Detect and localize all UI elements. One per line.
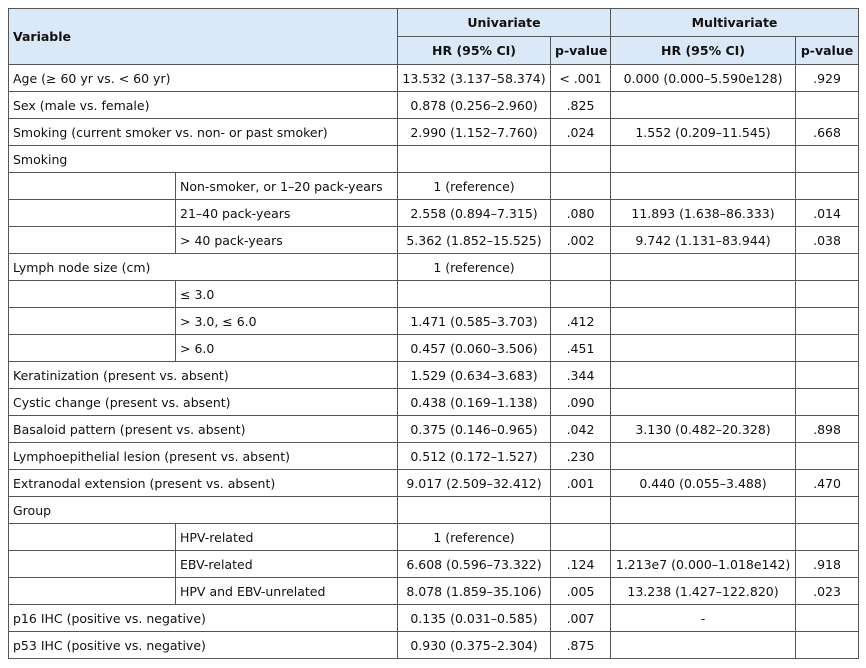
univariate-hr: 1 (reference) bbox=[398, 524, 551, 551]
hazard-ratio-table-container bbox=[8, 8, 859, 659]
sublevel-label: Non-smoker, or 1–20 pack-years bbox=[176, 173, 398, 200]
multivariate-pvalue bbox=[796, 146, 859, 173]
table-body bbox=[9, 65, 859, 659]
multivariate-pvalue bbox=[796, 443, 859, 470]
sublevel-label: HPV-related bbox=[176, 524, 398, 551]
univariate-hr: 0.512 (0.172–1.527) bbox=[398, 443, 551, 470]
multivariate-pvalue bbox=[796, 308, 859, 335]
multivariate-hr bbox=[611, 389, 796, 416]
multivariate-hr: - bbox=[611, 605, 796, 632]
univariate-hr: 1.529 (0.634–3.683) bbox=[398, 362, 551, 389]
univariate-pvalue: .007 bbox=[551, 605, 611, 632]
univariate-pvalue: .451 bbox=[551, 335, 611, 362]
sublevel-label: EBV-related bbox=[176, 551, 398, 578]
table-row bbox=[9, 92, 859, 119]
multivariate-hr bbox=[611, 362, 796, 389]
univariate-hr: 0.878 (0.256–2.960) bbox=[398, 92, 551, 119]
multivariate-pvalue bbox=[796, 605, 859, 632]
table-subrow bbox=[9, 335, 859, 362]
univariate-hr: 0.135 (0.031–0.585) bbox=[398, 605, 551, 632]
multivariate-pvalue bbox=[796, 254, 859, 281]
table-row bbox=[9, 146, 859, 173]
multivariate-pvalue bbox=[796, 389, 859, 416]
univariate-pvalue bbox=[551, 254, 611, 281]
multivariate-pvalue: .038 bbox=[796, 227, 859, 254]
table-row bbox=[9, 605, 859, 632]
multivariate-hr: 0.440 (0.055–3.488) bbox=[611, 470, 796, 497]
variable-label: Lymph node size (cm) bbox=[9, 254, 398, 281]
multivariate-pvalue: .470 bbox=[796, 470, 859, 497]
table-subrow bbox=[9, 200, 859, 227]
table-row bbox=[9, 470, 859, 497]
univariate-pvalue: < .001 bbox=[551, 65, 611, 92]
multivariate-hr: 1.552 (0.209–11.545) bbox=[611, 119, 796, 146]
indent-cell bbox=[9, 308, 176, 335]
univariate-hr: 6.608 (0.596–73.322) bbox=[398, 551, 551, 578]
univariate-hr bbox=[398, 281, 551, 308]
multivariate-pvalue: .898 bbox=[796, 416, 859, 443]
univariate-pvalue: .002 bbox=[551, 227, 611, 254]
multivariate-hr: 11.893 (1.638–86.333) bbox=[611, 200, 796, 227]
multivariate-hr bbox=[611, 524, 796, 551]
univariate-hr: 1.471 (0.585–3.703) bbox=[398, 308, 551, 335]
sublevel-label: > 6.0 bbox=[176, 335, 398, 362]
univariate-hr: 9.017 (2.509–32.412) bbox=[398, 470, 551, 497]
header-uni-hr: HR (95% CI) bbox=[398, 37, 551, 65]
univariate-pvalue: .042 bbox=[551, 416, 611, 443]
variable-label: Extranodal extension (present vs. absent) bbox=[9, 470, 398, 497]
univariate-pvalue: .080 bbox=[551, 200, 611, 227]
univariate-hr: 0.930 (0.375–2.304) bbox=[398, 632, 551, 659]
multivariate-hr bbox=[611, 281, 796, 308]
multivariate-hr bbox=[611, 443, 796, 470]
multivariate-pvalue bbox=[796, 92, 859, 119]
multivariate-pvalue: .929 bbox=[796, 65, 859, 92]
variable-label: Age (≥ 60 yr vs. < 60 yr) bbox=[9, 65, 398, 92]
multivariate-pvalue bbox=[796, 362, 859, 389]
table-row bbox=[9, 443, 859, 470]
table-header bbox=[9, 9, 859, 65]
variable-label: Lymphoepithelial lesion (present vs. absent) bbox=[9, 443, 398, 470]
table-row bbox=[9, 362, 859, 389]
indent-cell bbox=[9, 227, 176, 254]
table-subrow bbox=[9, 524, 859, 551]
univariate-pvalue: .344 bbox=[551, 362, 611, 389]
multivariate-pvalue bbox=[796, 497, 859, 524]
table-row bbox=[9, 65, 859, 92]
variable-label: Cystic change (present vs. absent) bbox=[9, 389, 398, 416]
table-subrow bbox=[9, 551, 859, 578]
multivariate-hr: 3.130 (0.482–20.328) bbox=[611, 416, 796, 443]
indent-cell bbox=[9, 578, 176, 605]
univariate-hr: 5.362 (1.852–15.525) bbox=[398, 227, 551, 254]
multivariate-hr bbox=[611, 497, 796, 524]
sublevel-label: > 3.0, ≤ 6.0 bbox=[176, 308, 398, 335]
multivariate-pvalue: .918 bbox=[796, 551, 859, 578]
multivariate-hr: 1.213e7 (0.000–1.018e142) bbox=[611, 551, 796, 578]
sublevel-label: 21–40 pack-years bbox=[176, 200, 398, 227]
table-row bbox=[9, 119, 859, 146]
header-uni-pvalue: p-value bbox=[551, 37, 611, 65]
univariate-hr: 2.990 (1.152–7.760) bbox=[398, 119, 551, 146]
univariate-hr bbox=[398, 497, 551, 524]
multivariate-pvalue: .014 bbox=[796, 200, 859, 227]
multivariate-hr bbox=[611, 632, 796, 659]
table-subrow bbox=[9, 173, 859, 200]
univariate-hr: 0.438 (0.169–1.138) bbox=[398, 389, 551, 416]
multivariate-hr bbox=[611, 173, 796, 200]
variable-label: Smoking bbox=[9, 146, 398, 173]
univariate-pvalue: .090 bbox=[551, 389, 611, 416]
table-subrow bbox=[9, 227, 859, 254]
univariate-pvalue: .230 bbox=[551, 443, 611, 470]
sublevel-label: ≤ 3.0 bbox=[176, 281, 398, 308]
header-univariate: Univariate bbox=[398, 9, 611, 37]
table-row bbox=[9, 632, 859, 659]
table-row bbox=[9, 497, 859, 524]
variable-label: Smoking (current smoker vs. non- or past smoker) bbox=[9, 119, 398, 146]
multivariate-hr bbox=[611, 92, 796, 119]
table-subrow bbox=[9, 308, 859, 335]
header-multi-hr: HR (95% CI) bbox=[611, 37, 796, 65]
multivariate-hr: 0.000 (0.000–5.590e128) bbox=[611, 65, 796, 92]
sublevel-label: HPV and EBV-unrelated bbox=[176, 578, 398, 605]
indent-cell bbox=[9, 551, 176, 578]
table-row bbox=[9, 254, 859, 281]
indent-cell bbox=[9, 173, 176, 200]
multivariate-pvalue: .023 bbox=[796, 578, 859, 605]
univariate-pvalue: .001 bbox=[551, 470, 611, 497]
table-subrow bbox=[9, 578, 859, 605]
univariate-hr: 0.375 (0.146–0.965) bbox=[398, 416, 551, 443]
univariate-hr: 8.078 (1.859–35.106) bbox=[398, 578, 551, 605]
variable-label: Basaloid pattern (present vs. absent) bbox=[9, 416, 398, 443]
indent-cell bbox=[9, 524, 176, 551]
variable-label: Keratinization (present vs. absent) bbox=[9, 362, 398, 389]
univariate-pvalue: .124 bbox=[551, 551, 611, 578]
univariate-pvalue: .005 bbox=[551, 578, 611, 605]
univariate-hr: 0.457 (0.060–3.506) bbox=[398, 335, 551, 362]
table-row bbox=[9, 389, 859, 416]
multivariate-pvalue: .668 bbox=[796, 119, 859, 146]
indent-cell bbox=[9, 200, 176, 227]
indent-cell bbox=[9, 281, 176, 308]
univariate-pvalue bbox=[551, 146, 611, 173]
univariate-pvalue: .825 bbox=[551, 92, 611, 119]
multivariate-hr: 13.238 (1.427–122.820) bbox=[611, 578, 796, 605]
multivariate-hr bbox=[611, 146, 796, 173]
univariate-hr: 1 (reference) bbox=[398, 173, 551, 200]
variable-label: p16 IHC (positive vs. negative) bbox=[9, 605, 398, 632]
multivariate-pvalue bbox=[796, 281, 859, 308]
multivariate-hr: 9.742 (1.131–83.944) bbox=[611, 227, 796, 254]
univariate-pvalue: .875 bbox=[551, 632, 611, 659]
variable-label: p53 IHC (positive vs. negative) bbox=[9, 632, 398, 659]
multivariate-pvalue bbox=[796, 524, 859, 551]
header-multi-pvalue: p-value bbox=[796, 37, 859, 65]
univariate-hr: 1 (reference) bbox=[398, 254, 551, 281]
multivariate-pvalue bbox=[796, 632, 859, 659]
univariate-pvalue bbox=[551, 281, 611, 308]
univariate-pvalue: .412 bbox=[551, 308, 611, 335]
variable-label: Sex (male vs. female) bbox=[9, 92, 398, 119]
univariate-hr: 13.532 (3.137–58.374) bbox=[398, 65, 551, 92]
multivariate-hr bbox=[611, 254, 796, 281]
univariate-pvalue bbox=[551, 173, 611, 200]
univariate-pvalue: .024 bbox=[551, 119, 611, 146]
univariate-hr: 2.558 (0.894–7.315) bbox=[398, 200, 551, 227]
table-subrow bbox=[9, 281, 859, 308]
variable-label: Group bbox=[9, 497, 398, 524]
sublevel-label: > 40 pack-years bbox=[176, 227, 398, 254]
header-multivariate: Multivariate bbox=[611, 9, 859, 37]
univariate-pvalue bbox=[551, 497, 611, 524]
hazard-ratio-table bbox=[8, 8, 859, 659]
table-row bbox=[9, 416, 859, 443]
univariate-hr bbox=[398, 146, 551, 173]
multivariate-hr bbox=[611, 308, 796, 335]
header-variable: Variable bbox=[9, 9, 398, 65]
indent-cell bbox=[9, 335, 176, 362]
multivariate-hr bbox=[611, 335, 796, 362]
multivariate-pvalue bbox=[796, 173, 859, 200]
multivariate-pvalue bbox=[796, 335, 859, 362]
univariate-pvalue bbox=[551, 524, 611, 551]
